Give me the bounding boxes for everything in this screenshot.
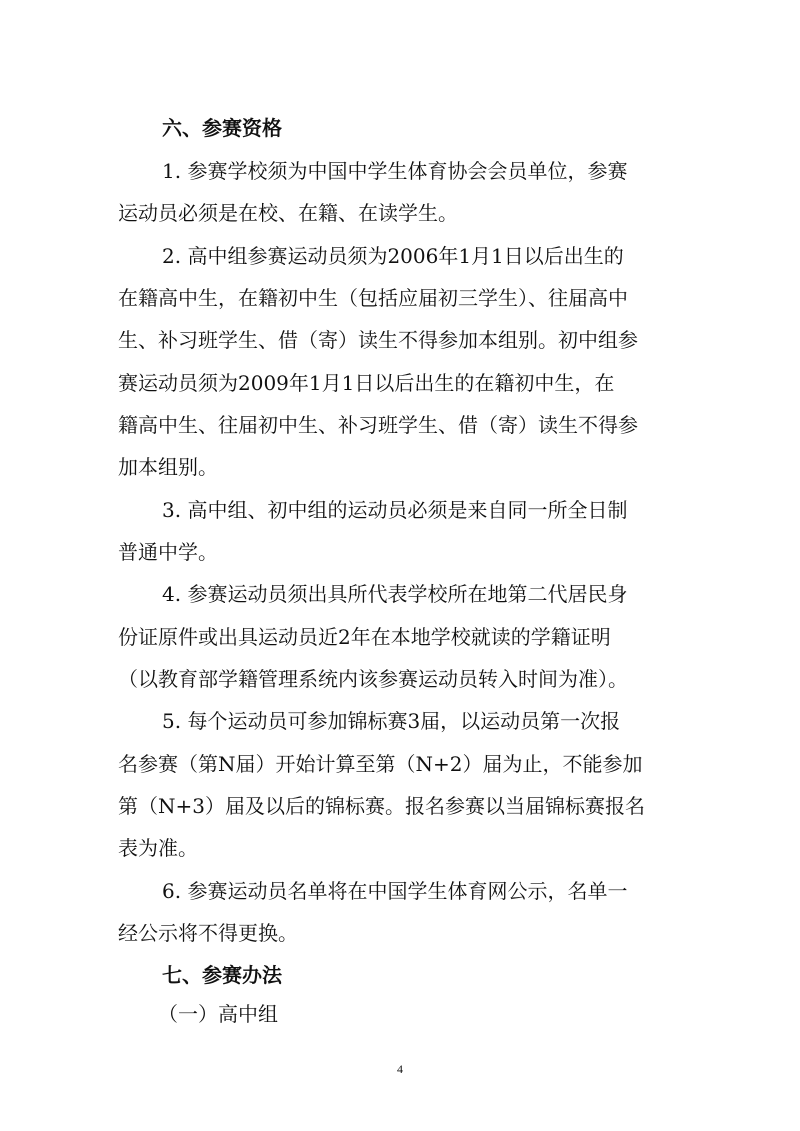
- item-6-line-2: 经公示将不得更换。: [118, 921, 298, 945]
- section-seven-subheading: （一）高中组: [158, 1002, 278, 1026]
- item-6-line-1: 6. 参赛运动员名单将在中国学生体育网公示，名单一: [162, 879, 628, 903]
- item-3-line-1: 3. 高中组、初中组的运动员必须是来自同一所全日制: [162, 498, 628, 522]
- section-six-heading: 六、参赛资格: [162, 116, 282, 140]
- item-2-line-1: 2. 高中组参赛运动员须为2006年1月1日以后出生的: [162, 244, 624, 268]
- item-2-line-5: 籍高中生、往届初中生、补习班学生、借（寄）读生不得参: [118, 413, 638, 437]
- item-2-line-4: 赛运动员须为2009年1月1日以后出生的在籍初中生，在: [118, 371, 615, 395]
- item-4-line-2: 份证原件或出具运动员近2年在本地学校就读的学籍证明: [118, 625, 611, 649]
- item-5-line-4: 表为准。: [118, 836, 198, 860]
- item-1-line-1: 1. 参赛学校须为中国中学生体育协会会员单位，参赛: [162, 159, 628, 183]
- item-4-line-3: （以教育部学籍管理系统内该参赛运动员转入时间为准）。: [118, 667, 628, 691]
- item-3-line-2: 普通中学。: [118, 540, 218, 564]
- item-4-line-1: 4. 参赛运动员须出具所代表学校所在地第二代居民身: [162, 582, 628, 606]
- item-2-line-2: 在籍高中生，在籍初中生（包括应届初三学生）、往届高中: [118, 286, 628, 310]
- page-number: 4: [397, 1062, 403, 1076]
- item-2-line-6: 加本组别。: [118, 455, 218, 479]
- item-1-line-2: 运动员必须是在校、在籍、在读学生。: [118, 201, 458, 225]
- item-5-line-2: 名参赛（第N届）开始计算至第（N+2）届为止，不能参加: [118, 752, 643, 776]
- item-2-line-3: 生、补习班学生、借（寄）读生不得参加本组别。初中组参: [118, 328, 638, 352]
- item-5-line-1: 5. 每个运动员可参加锦标赛3届，以运动员第一次报: [162, 709, 621, 733]
- section-seven-heading: 七、参赛办法: [162, 963, 282, 987]
- item-5-line-3: 第（N+3）届及以后的锦标赛。报名参赛以当届锦标赛报名: [118, 794, 645, 818]
